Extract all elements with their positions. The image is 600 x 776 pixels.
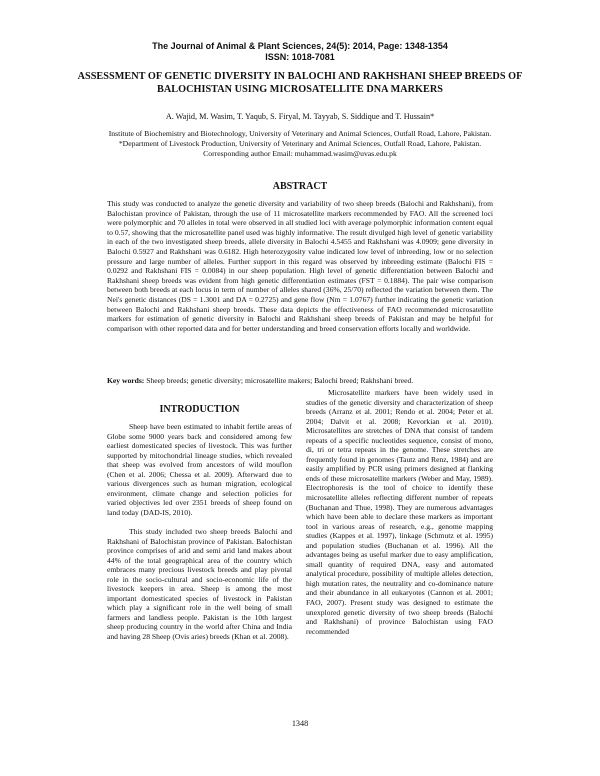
keywords-label: Key words: [107, 376, 145, 385]
journal-issn: ISSN: 1018-7081 [265, 52, 335, 62]
abstract-text: This study was conducted to analyze the genetic diversity and variability of two sheep breeds (Balochi and Rakhshani), from Balochistan province of Pakistan, through the use of 11 microsatellite markers recommended by FAO. All the screened loci were polymorphic and 70 alleles in total were observed in all studied loci with average polymorphic information content equal to 0.57, showing that the microsatellite panel used was highly informative. The result divulged high level of genetic variability in each of the two investigated sheep breeds, allele diversity in Balochi 4.5455 and Rakhshani was 4.0909; gene diversity in Balochi 0.5927 and Rakhshani was 0.6182. High heterozygosity value indicated low level of inbreeding, low or no selection pressure and large number of alleles. Further support in this regard was observed by inbreeding estimate (Balochi FIS = 0.0292 and Rakhshani FIS = 0.0084) in our sheep population. High level of genetic differentiation between Balochi and Rakhshani sheep breeds was evident from high genetic differentiation estimates (FST = 0.1884). The pair wise comparison between both breeds at each locus in term of number of alleles shared (36%, 25/70) reflected the variation between them. The Nei's genetic distances (DS = 1.3001 and DA = 0.2725) and gene flow (Nm = 1.0767) further indicating the genetic variation between Balochi and Rakhshani sheep breeds. These data depicts the effectiveness of FAO recommended microsatellite markers for estimation of genetic diversity in Balochi and Rakhshani sheep breeds of Pakistan and may be helpful for comparison with other reported data and for better understanding and breed conservation efforts locally and worldwide. [107, 199, 493, 333]
keywords [107, 376, 507, 386]
abstract-heading: ABSTRACT [272, 181, 328, 192]
left-column [107, 422, 292, 651]
paper-title: ASSESSMENT OF GENETIC DIVERSITY IN BALOCHI AND RAKHSHANI SHEEP BREEDS OF BALOCHISTAN USING MICROSATELLITE DNA MARKERS [77, 71, 523, 95]
keywords-text: Sheep breeds; genetic diversity; microsatellite makers; Balochi breed; Rakhshani breed. [146, 376, 414, 385]
corresponding-author: Corresponding author Email: muhammad.wasim@uvas.edu.pk [203, 149, 397, 158]
right-column [306, 388, 493, 646]
introduction-heading: INTRODUCTION [159, 404, 240, 415]
journal-header [0, 41, 600, 63]
affiliations [60, 129, 540, 159]
paragraph: This study included two sheep breeds Balochi and Rakhshani of Balochistan province of Pakistan. Balochistan province comprises of arid and semi arid land makes about 44% of the total geographical area of the country which embraces many precious livestock breeds and play pivotal role in the socio-cultural and socio-economic life of the livestock keepers in area. Sheep is among the most important domesticated species of livestock in Pakistan which play a significant role in the well being of small farmers and landless people. Pakistan is the 10th largest sheep producing country in the world after China and India and having 28 Sheep (Ovis aries) breeds (Khan et al. 2008). [107, 526, 292, 641]
affiliation-1: Institute of Biochemistry and Biotechnology, University of Veterinary and Animal Sciences, Outfall Road, Lahore, Pakistan. [108, 129, 492, 138]
affiliation-2: *Department of Livestock Production, University of Veterinary and Animal Sciences, Outfall Road, Lahore, Pakistan. [118, 139, 482, 148]
author-list: A. Wajid, M. Wasim, T. Yaqub, S. Firyal, M. Tayyab, S. Siddique and T. Hussain* [165, 112, 435, 121]
paragraph: Microsatellite markers have been widely used in studies of the genetic diversity and characterization of sheep breeds (Arranz et al. 2001; Rendo et al. 2004; Peter et al. 2004; Dalvit et al. 2008; Kevorkian et al. 2010). Microsatellites are stretches of DNA that consist of tandem repeats of a specific nucleotides sequence, consist of mono, di, tri or tetra repeats in the genome. These stretches are frequently found in genomes (Tautz and Renz, 1984) and are easily amplified by PCR using primers designed at flanking ends of these microsatellite markers (Weber and May, 1989). Electrophoresis is the tool of choice to identify these microsatellite alleles reflecting different number of repeats (Buchanan and Thue, 1998). They are numerous advantages which have been able to declare these markers as important tool in various areas of research, e.g., genome mapping studies (Kappes et al. 1997), linkage (Schmutz et al. 1995) and population studies (Buchanan et al. 1996). All the advantages being as useful marker due to easy amplification, small quantity of required DNA, easy and automated analytical procedure, possibility of multiple alleles detection, high mutation rates, the neutrality and co-dominance nature and their abundance in all eukaryotes (Cannon et al. 2001; FAO, 2007). Present study was designed to estimate the unexplored genetic diversity of two sheep breeds (Balochi and Rakhshani) of province Balochistan using FAO recommended [306, 388, 493, 636]
journal-citation: The Journal of Animal & Plant Sciences, 24(5): 2014, Page: 1348-1354 [152, 41, 448, 51]
paragraph: Sheep have been estimated to inhabit fertile areas of Globe some 9000 years back and considered among few earliest domesticated species of livestock. This was further supported by mitochondrial lineage studies, which revealed that sheep was evolved from ancestors of wild mouflon (Chen et al. 2006; Chessa et al. 2009). Afterward due to various divergences such as human migration, ecological environment, climate change and selection policies for varied objectives led over 2351 breeds of sheep found on land today (DAD-IS, 2010). [107, 422, 292, 517]
page-number: 1348 [291, 719, 309, 728]
